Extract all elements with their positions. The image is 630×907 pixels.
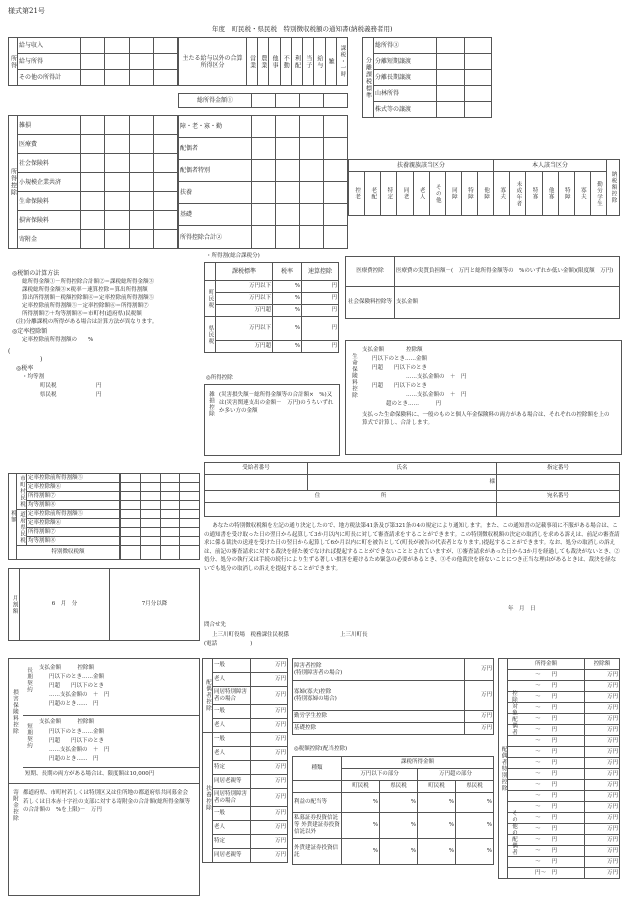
self-col: 未成年者	[510, 172, 526, 216]
contact-phone: (電話 )	[204, 641, 253, 647]
haito-pct: %	[380, 813, 418, 839]
deduction-row-label: 雑損	[18, 116, 81, 135]
haito-pct: %	[342, 793, 380, 813]
tax-row-label: 均等割額⑧	[27, 501, 120, 510]
haito-row-label: 外貨建証券投資信託	[293, 839, 342, 865]
tax-method: 課税・一時	[336, 38, 347, 86]
short-line: 円超 円以下のとき	[49, 738, 105, 744]
br-yen: 万円	[585, 846, 620, 857]
teiritsu-title: ◎定率控除額	[12, 328, 48, 335]
dep-col: 老人	[413, 172, 429, 216]
br-row: ～ 円	[508, 835, 585, 846]
deduction-row-label: 損害保険料	[18, 211, 81, 230]
dep-col: 特定	[381, 172, 397, 216]
rmid-yen: 万円	[465, 711, 494, 723]
br-yen: 万円	[585, 802, 620, 813]
rate-bracket: 万円超	[216, 341, 273, 353]
shotokuwari-header: 税率	[273, 263, 302, 281]
teiritsu-line: 定率控除前所得割額の %	[22, 337, 94, 343]
mid-row: 一般	[213, 733, 251, 747]
exempt-label: 納税額控除	[607, 160, 620, 216]
mid-row: 一般	[213, 807, 251, 821]
br-row: ～ 円	[508, 747, 585, 758]
shakai-label: 社会保険料控除等	[346, 287, 395, 319]
income-category: 営業	[247, 38, 258, 86]
br-row: ～ 円	[508, 769, 585, 780]
haito-header: 課税所得金額	[342, 757, 494, 769]
shotokuwari-header: 課税標準	[216, 263, 273, 281]
separate-row-label: 分離短期譲渡	[374, 54, 437, 70]
kind-label: 種類	[293, 757, 342, 781]
haito-table	[292, 756, 494, 865]
principal-income-table	[178, 37, 348, 86]
mid-row: 同居特別障害者の場合	[213, 789, 251, 807]
zasson-label: 雑損控除	[208, 391, 214, 417]
rate-bracket: 万円以下	[216, 293, 273, 305]
br-row: ～ 円	[508, 681, 585, 692]
mid-yen: 万円	[250, 807, 288, 821]
br-yen: 万円	[585, 791, 620, 802]
haito-row-label: 利益の配当等	[293, 793, 342, 813]
shakai-text: 支払金額	[395, 287, 620, 319]
rate-deduct: 円	[302, 281, 339, 293]
seimei-line: 超のとき…… 円	[386, 401, 442, 407]
seimei-header: 支払金額 控除額	[362, 347, 423, 353]
calc-line: 課税総所得金額③×税率－速算控除＝算出所得割額	[22, 287, 148, 293]
haito-header: 万円超の部分	[418, 769, 494, 781]
br-yen: 万円	[585, 857, 620, 868]
seimei-note: 支払った生命保険料に、一般のものと個人年金保険料の両方がある場合は、それぞれの控除額を上の算式で計算し、合計します。	[362, 412, 610, 426]
br-row: ～ 円	[508, 670, 585, 681]
dependents-label: 扶養親族該当区分	[349, 160, 494, 172]
mid-row: 老人	[213, 673, 251, 687]
income-category: 給与	[314, 38, 325, 86]
income-category: 農業	[258, 38, 269, 86]
july-label: 7月分以降	[110, 569, 200, 641]
addr-label-2: 所	[380, 493, 387, 499]
iryohi-text: 医療費の実質負担額－( 万円と総所得金額等の %のいずれか低い金額)(限度額 万円)	[395, 257, 620, 287]
calc-line: 算出所得割額－税額控除額④＝定率控除前所得割額⑤	[22, 295, 155, 301]
deduction-row-label: 生命保険料	[18, 192, 81, 211]
br-yen: 万円	[585, 692, 620, 703]
br-yen: 万円	[585, 780, 620, 791]
self-col: 他寡	[542, 172, 558, 216]
kifu-label: 寄附金控除	[12, 789, 18, 822]
br-label1: 控除対象配偶者	[511, 690, 517, 736]
pref-tax-label: 県民税	[205, 317, 216, 353]
haito-sub: 県民税	[380, 781, 418, 793]
addr-label-1: 住	[314, 493, 321, 499]
sama-label: 様	[308, 475, 497, 491]
separate-row-label: 山林所得	[374, 86, 437, 102]
br-yen: 万円	[585, 703, 620, 714]
br-yen: 万円	[585, 769, 620, 780]
income-row-label: 給与収入	[18, 38, 81, 54]
mid-row: 一般	[213, 705, 251, 719]
br-yen: 万円	[585, 835, 620, 846]
haito-sub: 町民税	[418, 781, 456, 793]
income-category: 利配	[291, 38, 302, 86]
mid-row: 老人	[213, 821, 251, 835]
kintou-town: 町民税	[40, 383, 57, 389]
deduction-row-label: 医療費	[18, 135, 81, 154]
both-note: 短期、長期の両方がある場合は、限度額は10,000円	[25, 771, 155, 777]
br-yen: 万円	[585, 681, 620, 692]
haito-row-label: 外貨建証券投資信託以外	[294, 822, 340, 835]
mid-row: 一般	[213, 659, 251, 673]
mid-yen: 万円	[250, 673, 288, 687]
br-row: 円～ 円	[508, 868, 585, 879]
rate-deduct: 円	[302, 341, 339, 353]
deduction-row-label: 扶養	[179, 182, 252, 204]
mid-row: 特定	[213, 835, 251, 849]
short-label: 短期契約	[26, 723, 32, 749]
income-section-label: 所得	[9, 38, 18, 86]
income-table	[8, 37, 178, 86]
br-yen: 万円	[585, 725, 620, 736]
long-line: ……支払金額の ＋ 円	[49, 692, 110, 698]
haito-sub: 県民税	[456, 781, 494, 793]
haito-pct: %	[342, 813, 380, 839]
br-row: ～ 円	[508, 692, 585, 703]
br-yen: 万円	[585, 824, 620, 835]
rate-bracket: 万円以下	[216, 317, 273, 341]
separate-row-label: 分離長期譲渡	[374, 70, 437, 86]
notice-text: あなたの特別徴収税額を左記の通り決定したので、地方税法第41条及び第321条の4の規定により通知します。また、この通知書の記載事項に不服がある場合は、この通知書を受け取った日の翌日から起算して3か月以内に町長に対して審査請求をすることができます。この特別徴収税額の決定の取消しを求める訴えは、前記の審査請求に係る裁決の送達を受けた日の翌日から起算して6か月以内に町を被告として(町長が被告の代表者となります。)提起することができます。なお、処分の取消しの訴えは、前記の審査請求に対する裁決を経た後でなければ提起することができないこととされていますが、①審査請求があった日から3か月を経過しても裁決がないとき、②処分、処分の執行又は手続の続行により生ずる著しい損害を避けるため緊急の必要があるとき、③その他裁決を経ないことにつき正当な理由があるときは、裁決を経ないでも処分の取消しの訴えを提起することができます。	[204, 523, 620, 572]
rmid-label: 障害者控除	[294, 662, 322, 669]
rate-pct: %	[273, 281, 302, 293]
rate-bracket: 万円以下	[216, 281, 273, 293]
br-label3: その他の配偶者	[511, 810, 517, 856]
br-yen: 万円	[585, 736, 620, 747]
rate-deduct: 円	[302, 317, 339, 341]
rate-pct: %	[273, 305, 302, 317]
tax-row-label: 定率控除前所得割額⑤	[27, 510, 120, 519]
mid-yen: 万円	[250, 705, 288, 719]
dependents-table	[348, 159, 620, 216]
dep-col: 特障	[461, 172, 477, 216]
kintou-title: ・均等割	[22, 374, 45, 380]
tax-amount-table	[8, 473, 120, 560]
haito-pct: %	[380, 839, 418, 865]
shotokuwari-header: 速算控除	[302, 263, 339, 281]
short-line: ……支払金額の ＋ 円	[49, 747, 110, 753]
iryohi-table	[345, 256, 620, 319]
deduction-row-label: 小規模企業共済	[18, 173, 81, 192]
self-col: 勤労学生	[590, 172, 606, 216]
long-line: 円超のとき…… 円	[49, 701, 99, 707]
paren-close: )	[40, 356, 43, 363]
br-yen: 万円	[585, 868, 620, 879]
self-col: 寡夫	[574, 172, 590, 216]
dep-col: その他	[429, 172, 445, 216]
separate-row-label: 株式等の譲渡	[374, 102, 437, 118]
br-yen: 万円	[585, 670, 620, 681]
br-row: ～ 円	[508, 703, 585, 714]
principal-income-label: 主たる給与以外の合算所得区分	[179, 38, 247, 86]
haito-sub: 町民税	[342, 781, 380, 793]
rate-deduct: 円	[302, 293, 339, 305]
income-row-label: その他の所得計	[18, 70, 81, 86]
haito-title: ◎税額控除(配当控除)	[294, 746, 348, 752]
br-yen: 万円	[585, 747, 620, 758]
br-row: ～ 円	[508, 824, 585, 835]
long-label: 長期契約	[26, 667, 32, 693]
kintou-pref: 県民税	[40, 392, 57, 398]
town-label: 市町村民税	[17, 474, 27, 510]
separate-row-label: 総所得③	[374, 38, 437, 54]
rmid-yen: 万円	[465, 681, 494, 711]
br-row: ～ 円	[508, 802, 585, 813]
long-line: 円以下のとき……金額	[49, 674, 105, 680]
dep-col: 同障	[445, 172, 461, 216]
mid-yen: 万円	[250, 789, 288, 807]
br-yen: 万円	[585, 714, 620, 725]
kintou-town-yen: 円	[96, 383, 102, 389]
contact-office: 上三川町役場 税務課住民税係	[212, 632, 290, 638]
mid-yen: 万円	[250, 761, 288, 775]
income-category: 他事	[269, 38, 280, 86]
dep-col: 他障	[478, 172, 494, 216]
separate-section-label: 分離課税標準	[363, 38, 374, 118]
rmid-row	[293, 659, 465, 681]
haito-pct: %	[456, 813, 494, 839]
br-row: ～ 円	[508, 725, 585, 736]
rate-deduct: 円	[302, 305, 339, 317]
fuyou-label: 扶養控除	[203, 733, 213, 863]
mid-yen: 万円	[250, 821, 288, 835]
br-label2: 配偶者特別控除	[499, 659, 508, 879]
br-row: ～ 円	[508, 780, 585, 791]
tax-row-label: 定率控除額⑥	[27, 483, 120, 492]
deduction-row-label: 配偶者特別	[179, 160, 252, 182]
tax-row-label: 定率控除前所得割額⑤	[27, 474, 120, 483]
paren-open: (	[8, 348, 11, 355]
rate-pct: %	[273, 341, 302, 353]
rmid-label: 勤労学生控除	[293, 711, 465, 723]
short-line: 円以下のとき……金額	[49, 729, 105, 735]
rmid-sub: (特別障害者の場合)	[294, 669, 343, 676]
iryohi-label: 医療費控除	[346, 257, 395, 287]
self-col: 特障	[558, 172, 574, 216]
seimei-line: 円超 円以下のとき	[372, 383, 428, 389]
tax-amount-values	[120, 473, 200, 560]
bottom-left-box	[8, 658, 200, 896]
br-row: ～ 円	[508, 791, 585, 802]
mayor-label: 上三川町長	[340, 632, 368, 638]
notice-date: 年 月 日	[508, 606, 536, 612]
mid-row: 老人	[213, 719, 251, 733]
shotokuwari-table	[204, 262, 339, 353]
br-header: 控除額	[585, 659, 620, 670]
mid-yen: 万円	[250, 849, 288, 863]
self-col: 特寡	[526, 172, 542, 216]
haito-pct: %	[380, 793, 418, 813]
income-category: 雑	[325, 38, 336, 86]
short-header: 支払金額 控除額	[39, 719, 95, 725]
kintou-pref-yen: 円	[96, 392, 102, 398]
deduction-row-label: 寄附金	[18, 230, 81, 249]
haito-pct: %	[342, 839, 380, 865]
haito-pct: %	[456, 839, 494, 865]
deduction-left-table	[8, 115, 178, 249]
haito-pct: %	[418, 793, 456, 813]
seimei-line: 円超 円以下のとき	[372, 365, 428, 371]
mid-yen: 万円	[250, 733, 288, 747]
mid-yen: 万円	[250, 687, 288, 705]
rmid-row	[293, 681, 465, 711]
payer-header: 氏名	[308, 463, 497, 475]
form-number: 様式第21号	[8, 7, 45, 15]
zasson-box	[204, 384, 340, 456]
separate-tax-table	[362, 37, 492, 118]
tax-label: 税額	[9, 474, 17, 560]
br-row: ～ 円	[508, 857, 585, 868]
income-row-label: 給与所得	[18, 54, 81, 70]
calc-line: (注)分離課税の所得がある場合は計算方法が異なります。	[16, 319, 158, 325]
mid-yen: 万円	[250, 719, 288, 733]
haito-pct: %	[456, 793, 494, 813]
haito-pct: %	[418, 813, 456, 839]
bottom-rmid-table	[292, 658, 494, 735]
contact-label: 問合せ先	[204, 622, 227, 628]
br-row: ～ 円	[508, 714, 585, 725]
deduction-row-label: 社会保険料	[18, 154, 81, 173]
br-row: ～ 円	[508, 813, 585, 824]
br-yen: 万円	[585, 758, 620, 769]
deduction-row-label: 所得控除合計②	[179, 226, 252, 249]
deduction-row-label: 配偶者	[179, 138, 252, 160]
short-line: 円超のとき…… 円	[49, 756, 99, 762]
tax-row-label: 定率控除額⑥	[27, 519, 120, 528]
deduction-mid-table	[178, 115, 348, 249]
br-row: ～ 円	[508, 758, 585, 769]
rate-pct: %	[273, 317, 302, 341]
seimei-label: 生命保険料控除	[351, 353, 357, 399]
self-label: 本人該当区分	[494, 160, 607, 172]
calc-title: ◎税額の計算方法	[12, 270, 60, 277]
tax-row-label: 所得割額⑦	[27, 528, 120, 537]
rmid-yen: 万円	[465, 723, 494, 735]
rmid-sub: (特別寡婦の場合)	[294, 695, 337, 702]
mid-yen: 万円	[250, 747, 288, 761]
rate-pct: %	[273, 293, 302, 305]
seimei-line: ……支払金額の ＋ 円	[406, 392, 467, 398]
payer-header: 受給者番号	[205, 463, 308, 475]
dep-col: 同老	[397, 172, 413, 216]
income-category: 不動	[280, 38, 291, 86]
income-category: 当子	[303, 38, 314, 86]
mid-row: 特定	[213, 761, 251, 775]
mid-row: 同居特別障害者の場合	[213, 687, 251, 705]
rate-title: ◎税率	[16, 365, 34, 372]
haigu-label: 配偶者控除	[203, 659, 213, 733]
long-line: 円超 円以下のとき	[49, 683, 105, 689]
rmid-label: 寡婦(寡夫)控除	[294, 688, 332, 695]
pref-label: 道府県民税	[17, 510, 27, 546]
rmid-yen: 万円	[465, 659, 494, 681]
document-title: 年度 町民税・県民税 特別徴収税額の通知書(納税義務者用)	[212, 25, 393, 33]
mid-yen: 万円	[250, 659, 288, 673]
dep-col: 老配	[365, 172, 381, 216]
deduction-row-label: 基礎	[179, 204, 252, 226]
self-col: 寡夫	[494, 172, 510, 216]
payer-header: 指定番号	[497, 463, 620, 475]
total-income-label: 総所得金額①	[179, 94, 252, 108]
tax-row-label: 所得割額⑦	[27, 492, 120, 501]
songai-label: 損害保険料控除	[12, 689, 18, 735]
mid-row: 同居老親等	[213, 849, 251, 863]
zasson-text: (災害損失額－総所得金額等の合計額× %)又は(災害関連支出の金額－ 万円)のうちいずれか多い方の金額	[219, 392, 334, 414]
haito-header: 万円以下の部分	[342, 769, 418, 781]
shiyaku-label: 私募証券投資信託等	[294, 815, 339, 828]
mid-yen: 万円	[250, 775, 288, 789]
seimei-line: 円以下のとき……金額	[372, 356, 428, 362]
mid-row: 同居老親等	[213, 775, 251, 789]
monthly-label: 月割額	[9, 569, 20, 641]
br-row: ～ 円	[508, 846, 585, 857]
br-yen: 万円	[585, 813, 620, 824]
june-label: 6 月 分	[20, 569, 110, 641]
calc-line: 定率控除前所得割額⑤－定率控除額⑥＝所得割額⑦	[22, 303, 149, 309]
br-header: 所得金額	[508, 659, 585, 670]
deduction-row-label: 障・老・寡・勤	[179, 116, 252, 138]
br-row: ～ 円	[508, 736, 585, 747]
seimei-box	[345, 340, 622, 455]
town-tax-label: 町民税	[205, 281, 216, 317]
calc-line: 所得割額⑦＋均等割額⑧＝市町村(道府県)民税額	[22, 311, 142, 317]
calc-line: 総所得金額①－所得控除合計額②＝課税総所得金額③	[22, 279, 155, 285]
shotoku-kojo-title: ◎所得控除	[206, 375, 233, 381]
tax-row-label: 均等割額⑧	[27, 537, 120, 546]
shotokuwari-title: ・所得割(総合課税分)	[206, 253, 260, 259]
special-tax-label: 特別徴収税額	[17, 546, 120, 560]
haito-pct: %	[418, 839, 456, 865]
payer-table	[204, 462, 620, 517]
long-header: 支払金額 控除額	[39, 665, 95, 671]
mid-yen: 万円	[250, 835, 288, 849]
total-income-table	[178, 93, 348, 108]
kifu-text: 都道府県、市町村若しくは特別区又は住所地の都道府県共同募金会若しくは日本赤十字社の支部に対する寄附金の合計額(総所得金額等の合計額の %を上限)－ 万円	[23, 790, 191, 813]
seimei-line: ……支払金額の ＋ 円	[406, 374, 467, 380]
atena-label: 宛名番号	[497, 491, 620, 503]
mid-row: 老人	[213, 747, 251, 761]
bottom-mid-table	[202, 658, 288, 863]
rmid-label: 基礎控除	[293, 723, 465, 735]
deduction-section-label: 所得控除	[9, 116, 18, 249]
rate-bracket: 万円超	[216, 305, 273, 317]
monthly-table	[8, 568, 200, 641]
dep-col: 控老	[349, 172, 365, 216]
